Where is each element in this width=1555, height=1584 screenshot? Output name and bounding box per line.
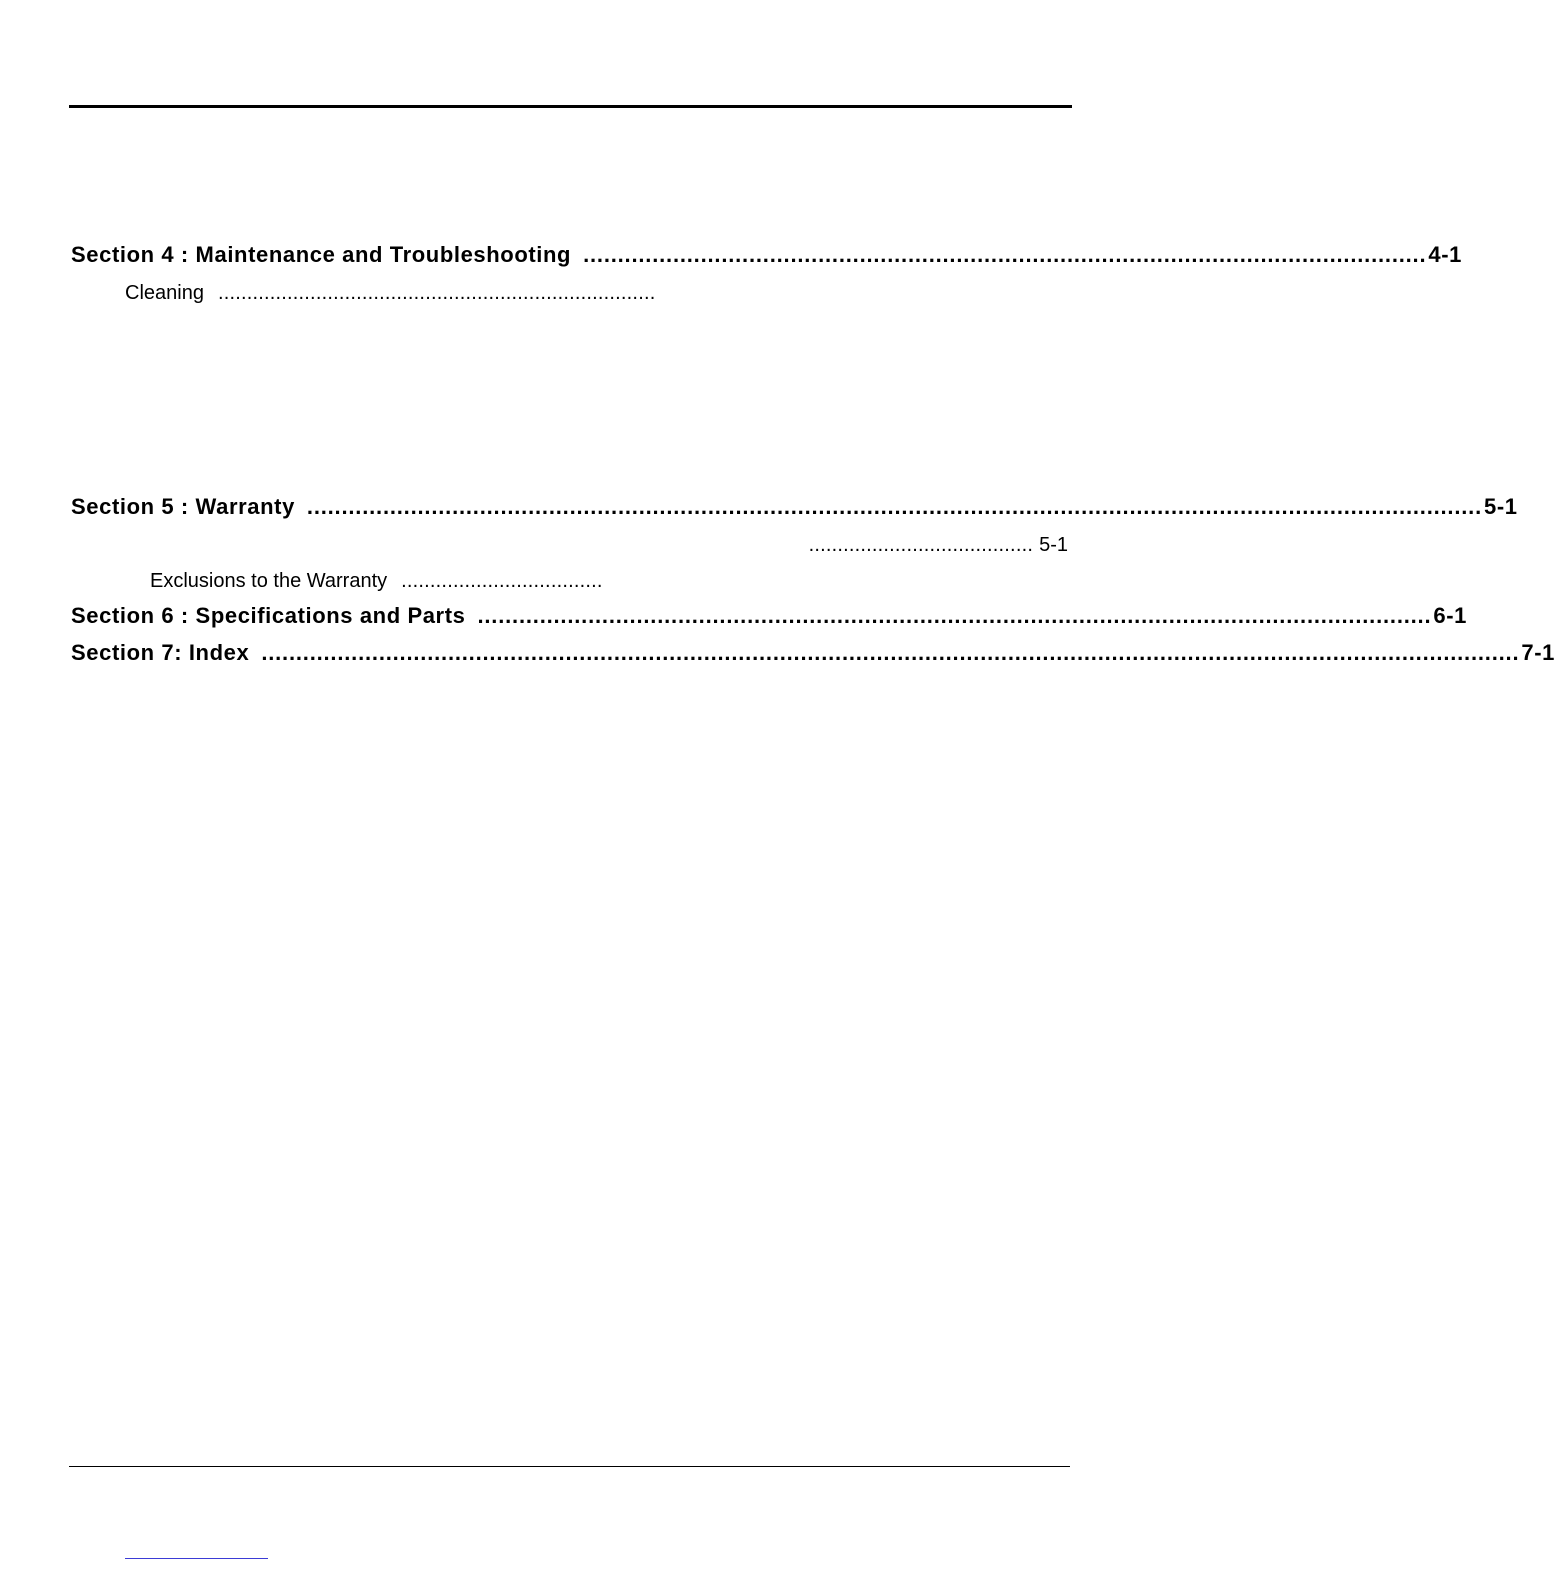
toc-entry-exclusions[interactable] [150, 570, 690, 593]
toc-entry-cleaning-label: Cleaning [125, 282, 204, 304]
toc-entry-exclusions-leader: ................................... [401, 570, 603, 592]
toc-entry-warranty-page: 5-1 [1039, 534, 1068, 556]
toc-entry-warranty[interactable] [766, 534, 1068, 557]
toc-section-5-label: Section 5 : Warranty [71, 494, 295, 519]
toc-section-5-page: 5-1 [1484, 494, 1518, 519]
toc-section-6-page: 6-1 [1433, 603, 1467, 628]
toc-section-7-page: 7-1 [1521, 640, 1555, 665]
toc-section-7-leader: ...................................................................................................................................................................................... [261, 640, 1520, 665]
toc-section-6[interactable] [71, 603, 1467, 629]
toc-section-4-label: Section 4 : Maintenance and Troubleshooting [71, 242, 572, 267]
toc-section-4[interactable] [71, 242, 1462, 268]
toc-entry-cleaning-leader: ............................................................................ [217, 282, 656, 304]
toc-entry-warranty-leader: ....................................... [808, 534, 1034, 556]
toc-section-6-label: Section 6 : Specifications and Parts [71, 603, 466, 628]
toc-section-7[interactable] [71, 640, 1555, 666]
footer-link-underline[interactable] [125, 1558, 268, 1559]
toc-section-5[interactable] [71, 494, 1518, 520]
toc-section-4-page: 4-1 [1428, 242, 1462, 267]
toc-section-4-leader: .......................................................................................................................... [583, 242, 1427, 267]
toc-entry-exclusions-label: Exclusions to the Warranty [150, 570, 388, 592]
toc-section-6-leader: .......................................................................................................................................... [477, 603, 1432, 628]
toc-section-5-leader: .......................................................................................................................................................................... [306, 494, 1482, 519]
toc-entry-cleaning[interactable] [125, 282, 745, 305]
footer-rule [69, 1466, 1070, 1467]
toc-section-7-label: Section 7: Index [71, 640, 250, 665]
header-rule [69, 105, 1072, 108]
